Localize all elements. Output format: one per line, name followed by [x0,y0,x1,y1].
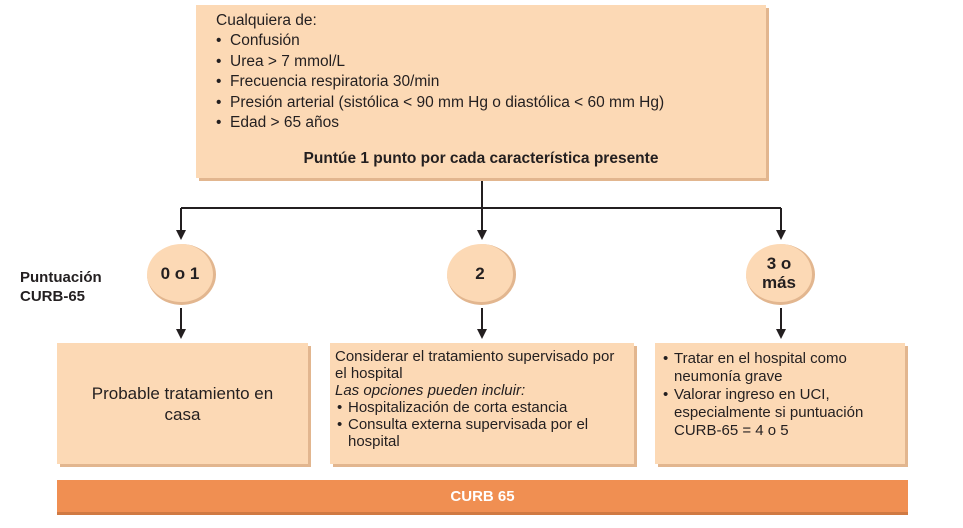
footer-bar [57,480,908,512]
score-circle-label: 0 o 1 [160,263,200,283]
score-circle-3-plus [746,244,815,305]
result-box-low [57,343,308,464]
score-label: Puntuación CURB-65 [20,269,102,305]
score-circle-0-1 [147,244,216,305]
score-rule: Puntúe 1 punto por cada característica presente [303,150,659,167]
result-mid-options-intro: Las opciones pueden incluir: [335,382,526,399]
criteria-item: • Presión arterial (sistólica < 90 mm Hg o diastólica < 60 mm Hg) [216,93,766,114]
score-circle-label: 2 [475,263,485,283]
result-mid-list [335,399,628,450]
footer-title: CURB 65 [450,487,515,505]
result-high-item: • Tratar en el hospital como neumonía grave [661,350,901,386]
score-circle-label: 3 o más [761,254,797,292]
criteria-item: • Confusión [216,31,766,52]
result-high-list [661,350,901,440]
criteria-intro: Cualquiera de: [216,12,317,29]
result-mid-item: • Hospitalización de corta estancia [335,399,628,416]
result-low-text: Probable tratamiento en casa [91,383,274,424]
result-mid-item: • Consulta externa supervisada por el hospital [335,416,628,450]
criteria-list [216,31,766,134]
result-high-item: • Valorar ingreso en UCI, especialmente si puntuación CURB-65 = 4 o 5 [661,386,901,440]
result-mid-intro: Considerar el tratamiento supervisado por el hospital [335,348,615,382]
criteria-item: • Edad > 65 años [216,113,766,134]
criteria-box [196,5,766,178]
criteria-item: • Urea > 7 mmol/L [216,52,766,73]
score-circle-2 [447,244,516,305]
result-box-mid [330,343,634,464]
result-box-high [655,343,905,464]
criteria-item: • Frecuencia respiratoria 30/min [216,72,766,93]
